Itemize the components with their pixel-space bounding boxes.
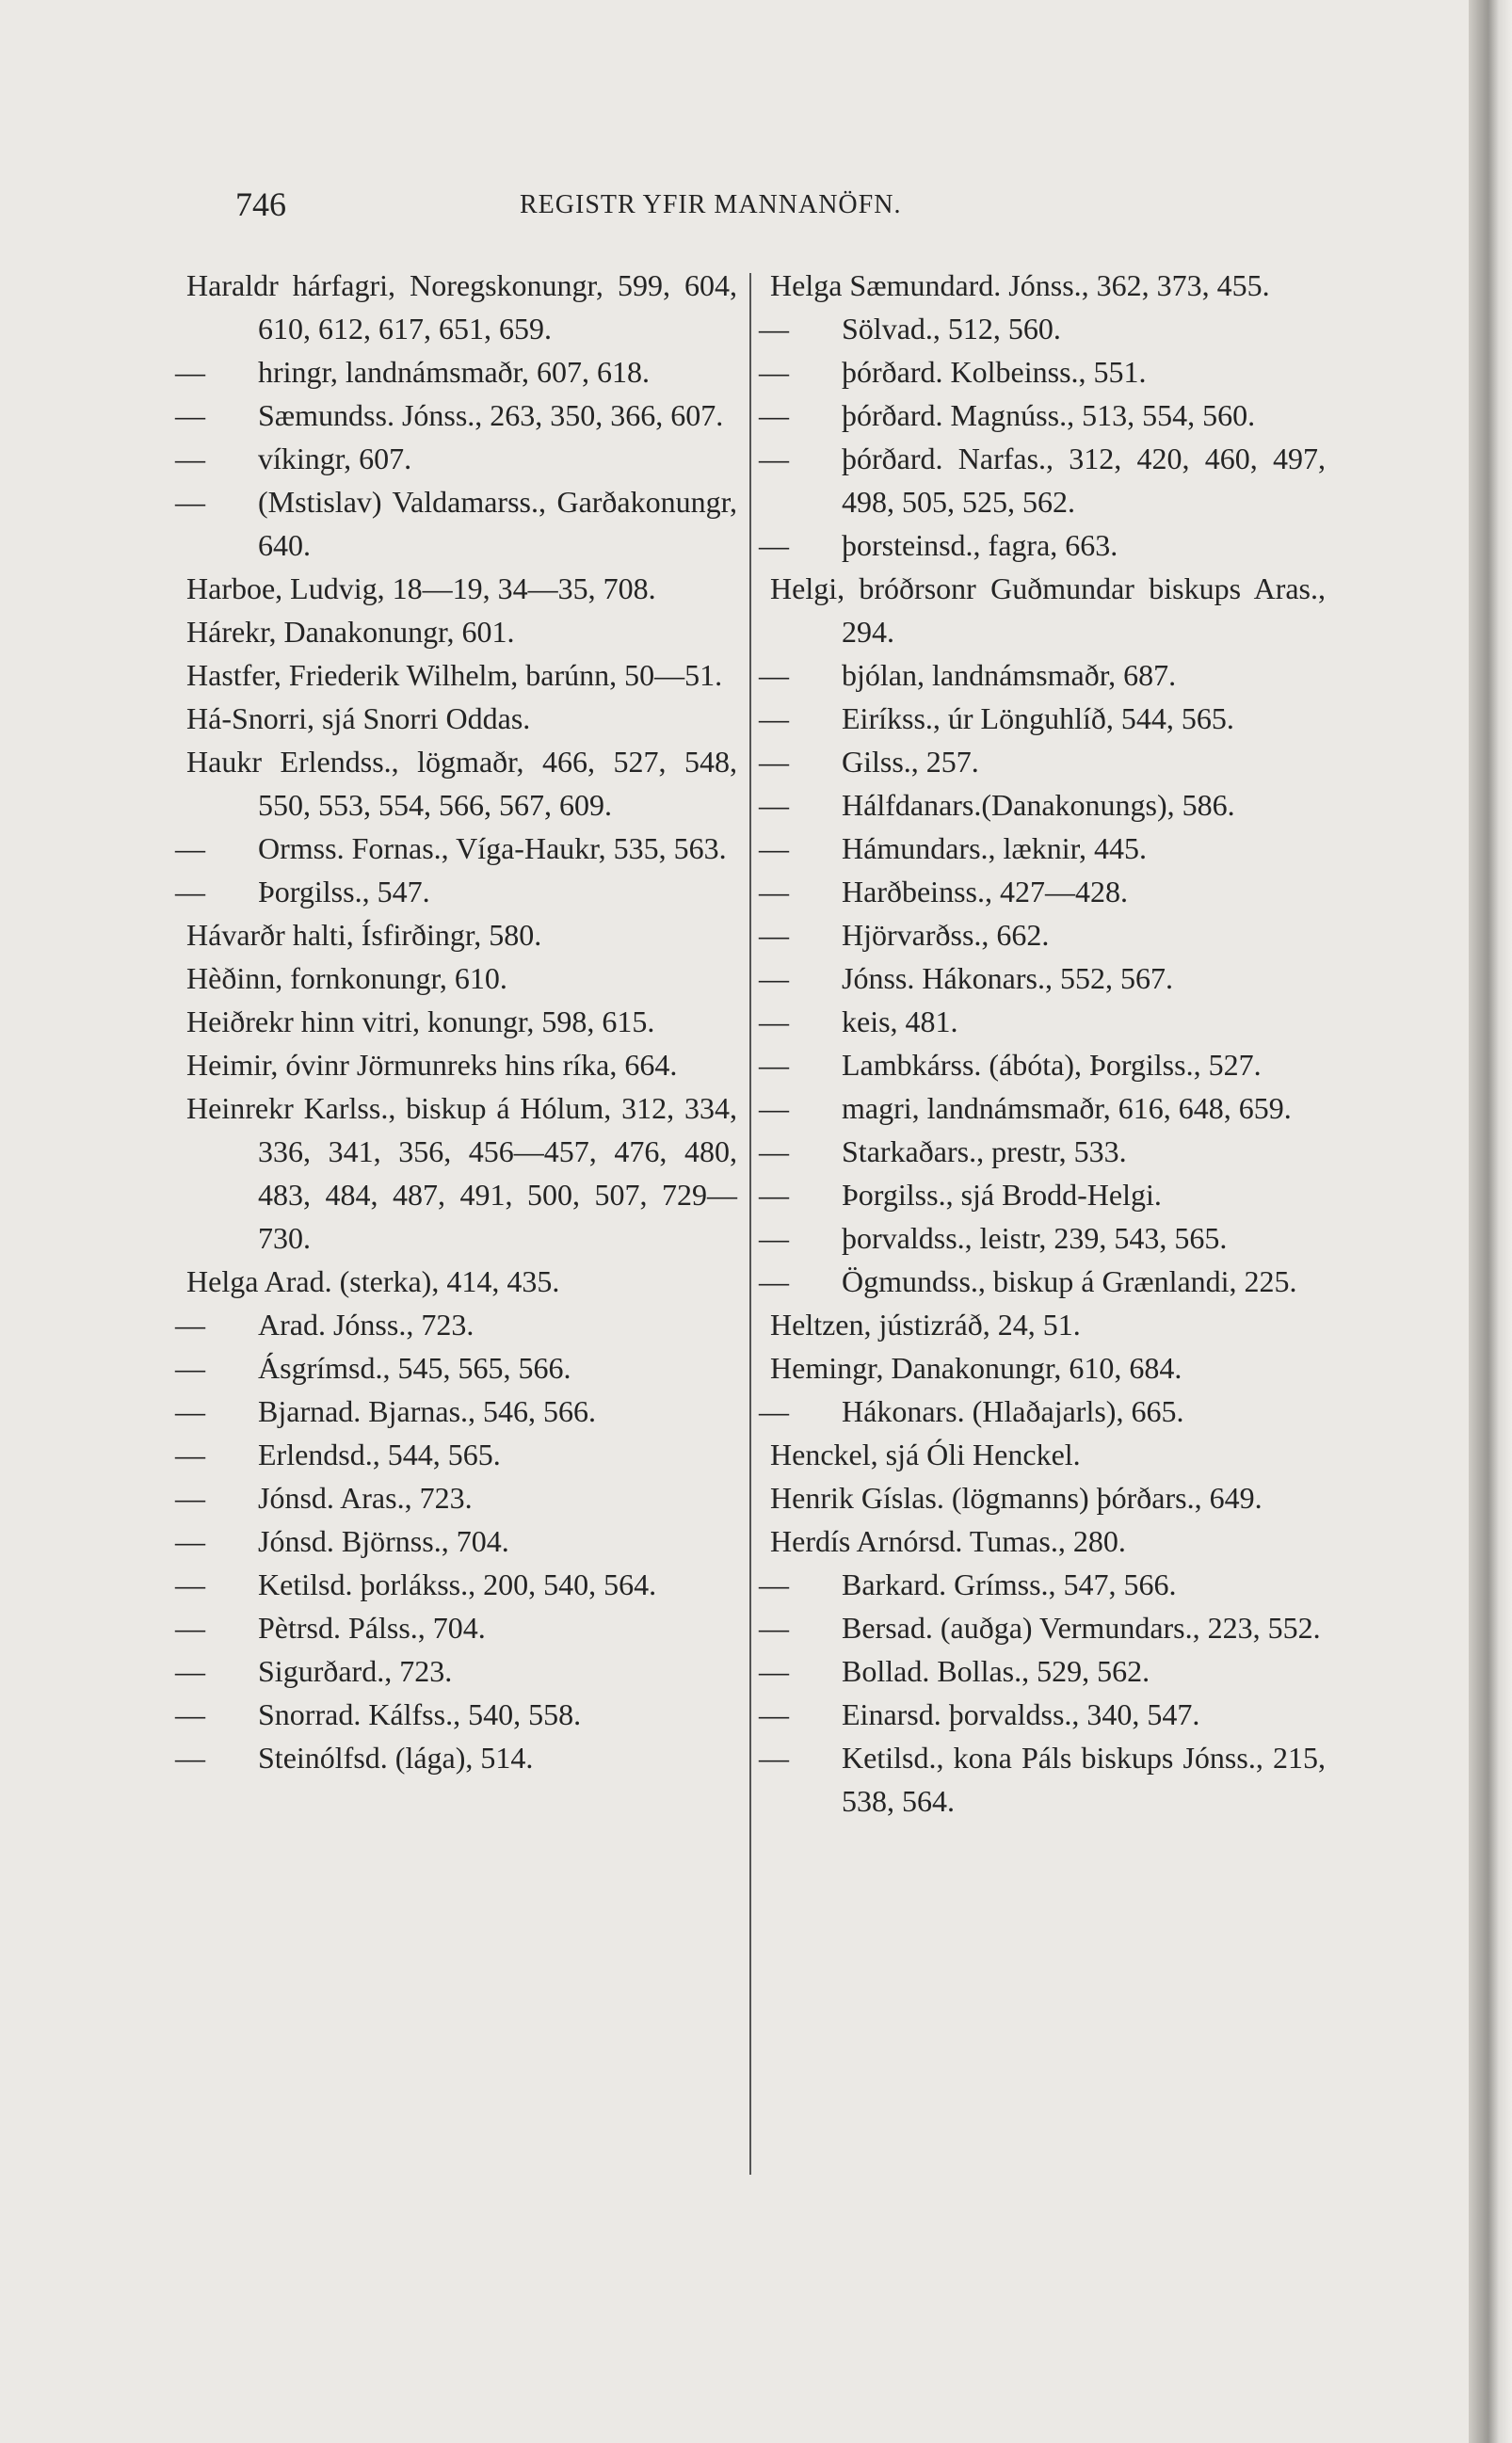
- entry-text: Heinrekr Karlss., biskup á Hólum, 312, 334, 336, 341, 356, 456—457, 476, 480, 483, 484, 487, 491, 500, 507, 729—730.: [186, 1091, 737, 1255]
- index-entry: [186, 264, 737, 350]
- index-subentry: [759, 740, 1326, 783]
- page-number: 746: [235, 185, 286, 223]
- ditto-dash: —: [175, 1654, 205, 1688]
- index-entry: [770, 1303, 1326, 1346]
- index-subentry: [759, 1043, 1326, 1086]
- entry-text: keis, 481.: [842, 1005, 958, 1038]
- index-subentry: [759, 523, 1326, 567]
- entry-text: Há-Snorri, sjá Snorri Oddas.: [186, 701, 531, 735]
- entry-text: Haukr Erlendss., lögmaðr, 466, 527, 548, 550, 553, 554, 566, 567, 609.: [186, 745, 737, 822]
- index-entry: [186, 1043, 737, 1086]
- index-subentry: [759, 1260, 1326, 1303]
- index-subentry: [759, 437, 1326, 523]
- index-subentry: [175, 827, 737, 870]
- entry-text: Eiríkss., úr Lönguhlíð, 544, 565.: [842, 701, 1234, 735]
- index-subentry: [175, 1736, 737, 1779]
- entry-text: Bollad. Bollas., 529, 562.: [842, 1654, 1150, 1688]
- ditto-dash: —: [759, 1611, 789, 1645]
- index-subentry: [175, 1346, 737, 1390]
- ditto-dash: —: [759, 398, 789, 432]
- entry-text: Jónsd. Björnss., 704.: [258, 1524, 509, 1558]
- index-subentry: [759, 956, 1326, 1000]
- ditto-dash: —: [759, 658, 789, 692]
- ditto-dash: —: [175, 1697, 205, 1731]
- index-subentry: [759, 1000, 1326, 1043]
- entry-text: (Mstislav) Valdamarss., Garðakonungr, 640.: [258, 485, 737, 562]
- entry-text: Ásgrímsd., 545, 565, 566.: [258, 1351, 571, 1385]
- index-subentry: [759, 1173, 1326, 1216]
- index-column-right: [759, 264, 1326, 1823]
- ditto-dash: —: [175, 1741, 205, 1775]
- ditto-dash: —: [759, 1697, 789, 1731]
- ditto-dash: —: [759, 918, 789, 952]
- entry-text: Haraldr hárfagri, Noregskonungr, 599, 604, 610, 612, 617, 651, 659.: [186, 268, 737, 346]
- index-subentry: [175, 394, 737, 437]
- page-header: [235, 185, 1026, 232]
- ditto-dash: —: [759, 1221, 789, 1255]
- entry-text: þórðard. Kolbeinss., 551.: [842, 355, 1147, 389]
- ditto-dash: —: [759, 875, 789, 908]
- index-subentry: [759, 1390, 1326, 1433]
- entry-text: Jónsd. Aras., 723.: [258, 1481, 473, 1515]
- index-subentry: [759, 653, 1326, 697]
- entry-text: Bersad. (auðga) Vermundars., 223, 552.: [842, 1611, 1321, 1645]
- entry-text: Hákonars. (Hlaðajarls), 665.: [842, 1394, 1184, 1428]
- index-subentry: [759, 870, 1326, 913]
- entry-text: Hálfdanars.(Danakonungs), 586.: [842, 788, 1235, 822]
- index-entry: [770, 1476, 1326, 1519]
- ditto-dash: —: [175, 1524, 205, 1558]
- ditto-dash: —: [175, 1351, 205, 1385]
- entry-text: hringr, landnámsmaðr, 607, 618.: [258, 355, 651, 389]
- entry-text: Harðbeinss., 427—428.: [842, 875, 1128, 908]
- entry-text: Hemingr, Danakonungr, 610, 684.: [770, 1351, 1182, 1385]
- entry-text: þórðard. Narfas., 312, 420, 460, 497, 498, 505, 525, 562.: [842, 442, 1326, 519]
- index-subentry: [759, 1216, 1326, 1260]
- entry-text: Snorrad. Kálfss., 540, 558.: [258, 1697, 582, 1731]
- index-subentry: [759, 913, 1326, 956]
- index-subentry: [175, 1476, 737, 1519]
- ditto-dash: —: [759, 1005, 789, 1038]
- index-entry: [770, 1346, 1326, 1390]
- index-entry: [770, 567, 1326, 653]
- ditto-dash: —: [175, 1438, 205, 1471]
- index-subentry: [759, 1086, 1326, 1130]
- entry-text: Herdís Arnórsd. Tumas., 280.: [770, 1524, 1126, 1558]
- entry-text: þorsteinsd., fagra, 663.: [842, 528, 1118, 562]
- index-subentry: [759, 307, 1326, 350]
- ditto-dash: —: [759, 1654, 789, 1688]
- ditto-dash: —: [759, 1741, 789, 1775]
- ditto-dash: —: [175, 1308, 205, 1342]
- entry-text: magri, landnámsmaðr, 616, 648, 659.: [842, 1091, 1292, 1125]
- index-entry: [186, 913, 737, 956]
- index-subentry: [759, 1606, 1326, 1649]
- ditto-dash: —: [759, 961, 789, 995]
- ditto-dash: —: [759, 1394, 789, 1428]
- index-subentry: [175, 1433, 737, 1476]
- entry-text: Gilss., 257.: [842, 745, 979, 779]
- ditto-dash: —: [759, 745, 789, 779]
- ditto-dash: —: [759, 788, 789, 822]
- entry-text: Ketilsd. þorlákss., 200, 540, 564.: [258, 1567, 657, 1601]
- ditto-dash: —: [759, 1178, 789, 1212]
- entry-text: Ketilsd., kona Páls biskups Jónss., 215, 538, 564.: [842, 1741, 1326, 1818]
- index-entry: [770, 1433, 1326, 1476]
- ditto-dash: —: [759, 355, 789, 389]
- ditto-dash: —: [759, 831, 789, 865]
- ditto-dash: —: [759, 701, 789, 735]
- index-entry: [186, 567, 737, 610]
- entry-text: Steinólfsd. (lága), 514.: [258, 1741, 534, 1775]
- entry-text: Ögmundss., biskup á Grænlandi, 225.: [842, 1264, 1297, 1298]
- index-subentry: [175, 1693, 737, 1736]
- index-entry: [186, 740, 737, 827]
- ditto-dash: —: [759, 1134, 789, 1168]
- index-subentry: [759, 1130, 1326, 1173]
- entry-text: Heiðrekr hinn vitri, konungr, 598, 615.: [186, 1005, 655, 1038]
- ditto-dash: —: [759, 1091, 789, 1125]
- index-entry: [186, 956, 737, 1000]
- ditto-dash: —: [759, 528, 789, 562]
- index-subentry: [759, 1736, 1326, 1823]
- entry-text: Henckel, sjá Óli Henckel.: [770, 1438, 1081, 1471]
- entry-text: Pètrsd. Pálss., 704.: [258, 1611, 486, 1645]
- entry-text: Sölvad., 512, 560.: [842, 312, 1061, 346]
- entry-text: Ormss. Fornas., Víga-Haukr, 535, 563.: [258, 831, 727, 865]
- index-entry: [186, 1086, 737, 1260]
- index-entry: [770, 264, 1326, 307]
- index-subentry: [175, 350, 737, 394]
- entry-text: Hjörvarðss., 662.: [842, 918, 1050, 952]
- index-entry: [186, 1000, 737, 1043]
- entry-text: Jónss. Hákonars., 552, 567.: [842, 961, 1173, 995]
- index-entry: [186, 610, 737, 653]
- entry-text: Sæmundss. Jónss., 263, 350, 366, 607.: [258, 398, 724, 432]
- entry-text: Hèðinn, fornkonungr, 610.: [186, 961, 507, 995]
- index-subentry: [175, 1303, 737, 1346]
- entry-text: Henrik Gíslas. (lögmanns) þórðars., 649.: [770, 1481, 1263, 1515]
- ditto-dash: —: [175, 1567, 205, 1601]
- ditto-dash: —: [175, 485, 205, 519]
- index-subentry: [175, 1390, 737, 1433]
- entry-text: Heimir, óvinr Jörmunreks hins ríka, 664.: [186, 1048, 678, 1082]
- ditto-dash: —: [175, 1481, 205, 1515]
- ditto-dash: —: [175, 875, 205, 908]
- index-entry: [186, 697, 737, 740]
- entry-text: bjólan, landnámsmaðr, 687.: [842, 658, 1177, 692]
- entry-text: Bjarnad. Bjarnas., 546, 566.: [258, 1394, 597, 1428]
- ditto-dash: —: [175, 442, 205, 475]
- index-subentry: [759, 1563, 1326, 1606]
- entry-text: Sigurðard., 723.: [258, 1654, 453, 1688]
- entry-text: Hámundars., læknir, 445.: [842, 831, 1148, 865]
- entry-text: Heltzen, jústizráð, 24, 51.: [770, 1308, 1081, 1342]
- index-subentry: [759, 350, 1326, 394]
- ditto-dash: —: [175, 831, 205, 865]
- index-entry: [186, 653, 737, 697]
- ditto-dash: —: [759, 442, 789, 475]
- index-subentry: [175, 1563, 737, 1606]
- index-subentry: [759, 1693, 1326, 1736]
- entry-text: Arad. Jónss., 723.: [258, 1308, 475, 1342]
- entry-text: Hárekr, Danakonungr, 601.: [186, 615, 515, 649]
- entry-text: Starkaðars., prestr, 533.: [842, 1134, 1127, 1168]
- entry-text: Einarsd. þorvaldss., 340, 547.: [842, 1697, 1200, 1731]
- column-divider: [749, 273, 751, 2175]
- index-subentry: [759, 394, 1326, 437]
- entry-text: Erlendsd., 544, 565.: [258, 1438, 501, 1471]
- index-entry: [186, 1260, 737, 1303]
- index-subentry: [175, 437, 737, 480]
- entry-text: þórðard. Magnúss., 513, 554, 560.: [842, 398, 1256, 432]
- entry-text: Barkard. Grímss., 547, 566.: [842, 1567, 1177, 1601]
- ditto-dash: —: [175, 398, 205, 432]
- index-entry: [770, 1519, 1326, 1563]
- index-subentry: [759, 827, 1326, 870]
- page-edge: [1469, 0, 1512, 2443]
- entry-text: þorvaldss., leistr, 239, 543, 565.: [842, 1221, 1228, 1255]
- ditto-dash: —: [759, 1567, 789, 1601]
- index-subentry: [175, 1649, 737, 1693]
- index-subentry: [759, 1649, 1326, 1693]
- index-subentry: [759, 697, 1326, 740]
- entry-text: Lambkárss. (ábóta), Þorgilss., 527.: [842, 1048, 1262, 1082]
- ditto-dash: —: [759, 312, 789, 346]
- ditto-dash: —: [759, 1048, 789, 1082]
- entry-text: Helgi, bróðrsonr Guðmundar biskups Aras., 294.: [770, 571, 1326, 649]
- running-title: REGISTR YFIR MANNANÖFN.: [520, 190, 902, 219]
- index-subentry: [175, 870, 737, 913]
- index-column-left: [175, 264, 737, 1779]
- entry-text: Helga Arad. (sterka), 414, 435.: [186, 1264, 560, 1298]
- entry-text: Harboe, Ludvig, 18—19, 34—35, 708.: [186, 571, 656, 605]
- ditto-dash: —: [175, 355, 205, 389]
- entry-text: víkingr, 607.: [258, 442, 412, 475]
- ditto-dash: —: [175, 1394, 205, 1428]
- index-subentry: [175, 1606, 737, 1649]
- entry-text: Hastfer, Friederik Wilhelm, barúnn, 50—51.: [186, 658, 723, 692]
- ditto-dash: —: [759, 1264, 789, 1298]
- index-subentry: [175, 480, 737, 567]
- index-subentry: [175, 1519, 737, 1563]
- entry-text: Þorgilss., sjá Brodd-Helgi.: [842, 1178, 1162, 1212]
- entry-text: Þorgilss., 547.: [258, 875, 430, 908]
- entry-text: Helga Sæmundard. Jónss., 362, 373, 455.: [770, 268, 1270, 302]
- index-subentry: [759, 783, 1326, 827]
- entry-text: Hávarðr halti, Ísfirðingr, 580.: [186, 918, 542, 952]
- ditto-dash: —: [175, 1611, 205, 1645]
